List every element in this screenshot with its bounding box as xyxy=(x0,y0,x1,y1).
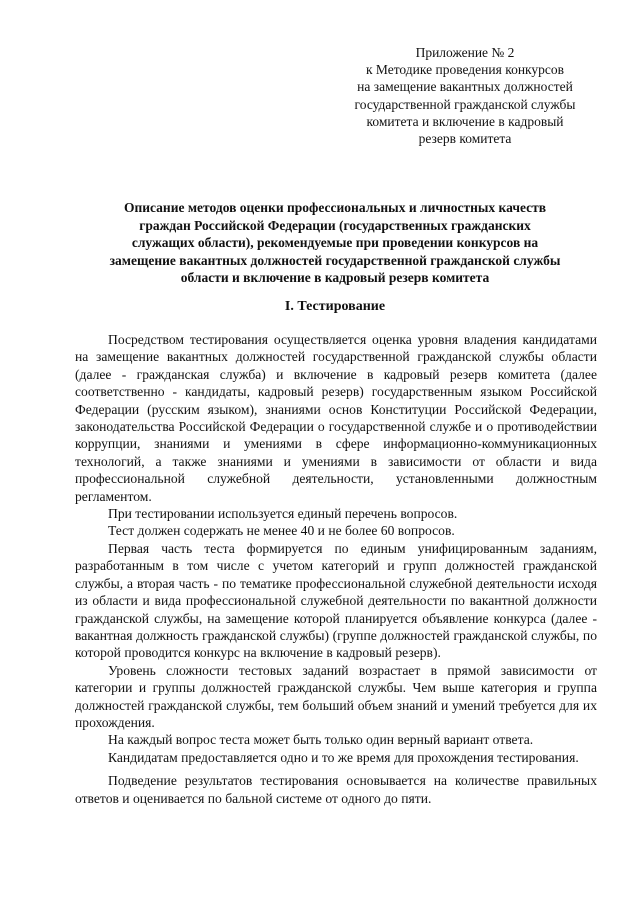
document-body xyxy=(75,331,597,807)
section-heading: I. Тестирование xyxy=(284,299,386,314)
title-line: граждан Российской Федерации (государственных гражданских xyxy=(139,217,531,233)
body-paragraph: Подведение результатов тестирования основывается на количестве правильных ответов и оценивается по бальной системе от одного до пяти. xyxy=(75,773,597,806)
title-line: служащих области), рекомендуемые при проведении конкурсов на xyxy=(131,235,539,251)
body-paragraph: При тестировании используется единый перечень вопросов. xyxy=(108,506,458,522)
body-paragraph: Уровень сложности тестовых заданий возрастает в прямой зависимости от категории и группы должностей гражданской службы. Чем выше категория и группа должностей гражданской службы, тем больший объем знаний и умений требуется для их прохождения. xyxy=(75,662,597,730)
body-paragraph: Посредством тестирования осуществляется оценка уровня владения кандидатами на замещение вакантных должностей государственной гражданской службы области (далее - гражданская служба) и включение в кадровый резерв комитета (далее соответственно - кандидаты, кадровый резерв) государственным языком Российской Федерации (русским языком), знаниями основ Конституции Российской Федерации, законодательства Российской Федерации о государственной службе и о противодействии коррупции, знаниями и умениями в сфере информационно-коммуникационных технологий, а также знаниями и умениями в зависимости от области и вида профессиональной служебной деятельности, установленными должностным регламентом. xyxy=(75,332,597,504)
body-paragraph: Кандидатам предоставляется одно и то же время для прохождения тестирования. xyxy=(108,749,579,765)
title-line: Описание методов оценки профессиональных и личностных качеств xyxy=(123,200,547,215)
appendix-line: Приложение № 2 xyxy=(415,45,515,60)
appendix-line: на замещение вакантных должностей xyxy=(357,79,573,95)
appendix-header xyxy=(330,44,600,147)
appendix-line: комитета и включение в кадровый xyxy=(366,113,564,129)
body-paragraph: Первая часть теста формируется по единым унифицированным заданиям, разработанным в том числе с учетом категорий и групп должностей гражданской службы, а вторая часть - по тематике профессиональной служебной деятельности исходя из области и вида профессиональной служебной деятельности по вакантной должности гражданской службы, на замещение которой планируется объявление конкурса (далее - вакантная должность гражданской службы) (группе должностей гражданской службы, по которой проводится конкурс на включение в кадровый резерв). xyxy=(75,540,597,661)
title-line: замещение вакантных должностей государственной гражданской службы xyxy=(109,252,561,268)
body-paragraph: На каждый вопрос теста может быть только один верный вариант ответа. xyxy=(108,732,534,748)
body-paragraph: Тест должен содержать не менее 40 и не более 60 вопросов. xyxy=(108,523,455,539)
appendix-line: государственной гражданской службы xyxy=(354,96,576,112)
appendix-line: резерв комитета xyxy=(418,131,512,147)
title-line: области и включение в кадровый резерв комитета xyxy=(180,270,490,286)
document-title xyxy=(74,199,596,287)
appendix-line: к Методике проведения конкурсов xyxy=(365,62,565,78)
